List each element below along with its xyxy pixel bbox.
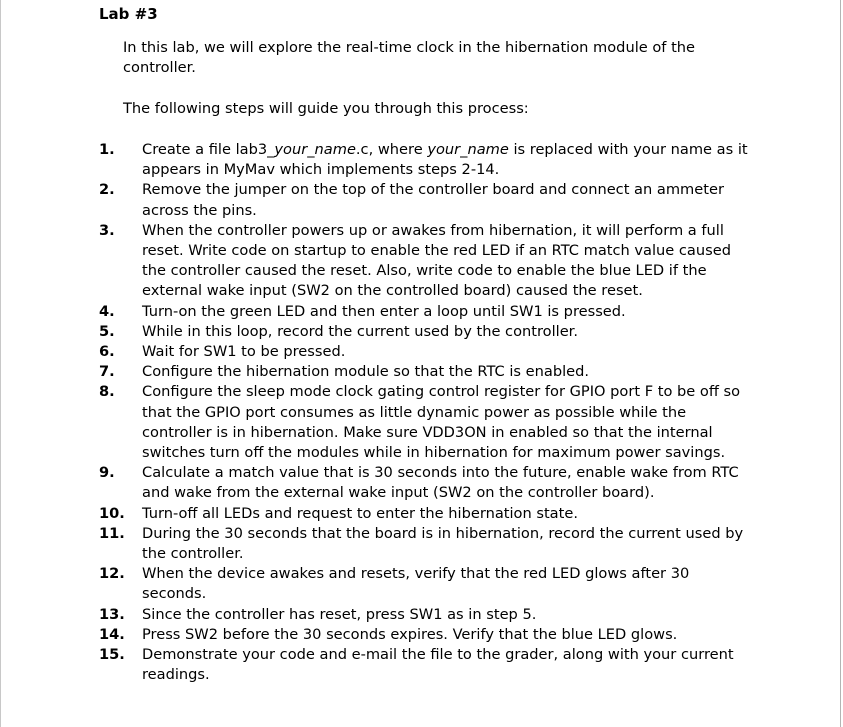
step-text: Turn-on the green LED and then enter a loop until SW1 is pressed. (142, 302, 626, 320)
step-text: While in this loop, record the current used by the controller. (142, 322, 578, 340)
step-number: 8. (99, 383, 115, 401)
step-text-part: .c, where (355, 141, 428, 158)
step-number: 1. (99, 141, 115, 158)
step-text: Press SW2 before the 30 seconds expires. Verify that the blue LED glows. (142, 625, 678, 643)
step-number: 10. (99, 504, 125, 522)
step-item-12 (99, 564, 749, 604)
step-item-6 (99, 342, 749, 362)
step-item-11 (99, 524, 749, 564)
step-number: 13. (99, 605, 125, 623)
step-item-4 (99, 302, 749, 322)
step-item-15 (99, 645, 749, 685)
step-text: During the 30 seconds that the board is in hibernation, record the current used by the controller. (142, 524, 744, 563)
step-item-1 (99, 140, 749, 180)
step-number: 3. (99, 221, 115, 239)
step-text: Configure the sleep mode clock gating control register for GPIO port F to be off so that the GPIO port consumes as little dynamic power as possible while the controller is in hibernation. Make sure VDD3ON in enabled so that the internal switches turn off the modules while in hibernation for maximum power savings. (142, 383, 741, 462)
step-item-2 (99, 180, 749, 220)
lab-title: Lab #3 (99, 5, 158, 23)
step-item-10 (99, 504, 749, 524)
page-right-edge (840, 0, 841, 727)
steps-lead-paragraph: The following steps will guide you through this process: (123, 100, 529, 117)
step-text: Wait for SW1 to be pressed. (142, 343, 346, 361)
placeholder-text: your_name (274, 141, 356, 158)
step-item-7 (99, 362, 749, 382)
placeholder-text: your_name (427, 141, 509, 158)
step-text: Since the controller has reset, press SW1 as in step 5. (142, 605, 537, 623)
step-text: Remove the jumper on the top of the controller board and connect an ammeter across the pins. (142, 181, 724, 219)
page-left-edge (0, 0, 1, 727)
step-number: 15. (99, 646, 125, 664)
step-item-13 (99, 605, 749, 625)
step-item-14 (99, 625, 749, 645)
step-number: 5. (99, 322, 115, 340)
step-text: When the controller powers up or awakes from hibernation, it will perform a full reset. Write code on startup to enable the red LED if an RTC match value caused the controller caused the reset. Also, write code to enable the blue LED if the external wake input (SW2 on the controlled board) caused the reset. (142, 221, 731, 300)
step-number: 7. (99, 363, 115, 381)
step-number: 14. (99, 625, 125, 643)
step-text: Turn-off all LEDs and request to enter the hibernation state. (142, 504, 578, 522)
step-text: When the device awakes and resets, verify that the red LED glows after 30 seconds. (142, 565, 690, 603)
step-number: 6. (99, 343, 115, 361)
step-number: 9. (99, 464, 115, 482)
step-number: 12. (99, 565, 125, 583)
step-item-5 (99, 322, 749, 342)
step-item-9 (99, 463, 749, 503)
step-item-8 (99, 382, 749, 463)
step-number: 2. (99, 181, 115, 199)
step-text (142, 140, 749, 180)
steps-list (99, 140, 749, 685)
step-number: 11. (99, 524, 125, 542)
step-text: Configure the hibernation module so that the RTC is enabled. (142, 363, 590, 381)
intro-paragraph: In this lab, we will explore the real-time clock in the hibernation module of the controller. (123, 39, 696, 77)
step-text-part: is replaced with your name as it appears in MyMav which implements steps 2-14. (142, 141, 748, 179)
step-text-part: Create a file lab3_ (142, 141, 275, 158)
step-item-3 (99, 221, 749, 302)
step-text: Demonstrate your code and e-mail the file to the grader, along with your current readings. (142, 646, 734, 684)
step-text: Calculate a match value that is 30 seconds into the future, enable wake from RTC and wake from the external wake input (SW2 on the controller board). (142, 464, 739, 502)
step-number: 4. (99, 302, 115, 320)
